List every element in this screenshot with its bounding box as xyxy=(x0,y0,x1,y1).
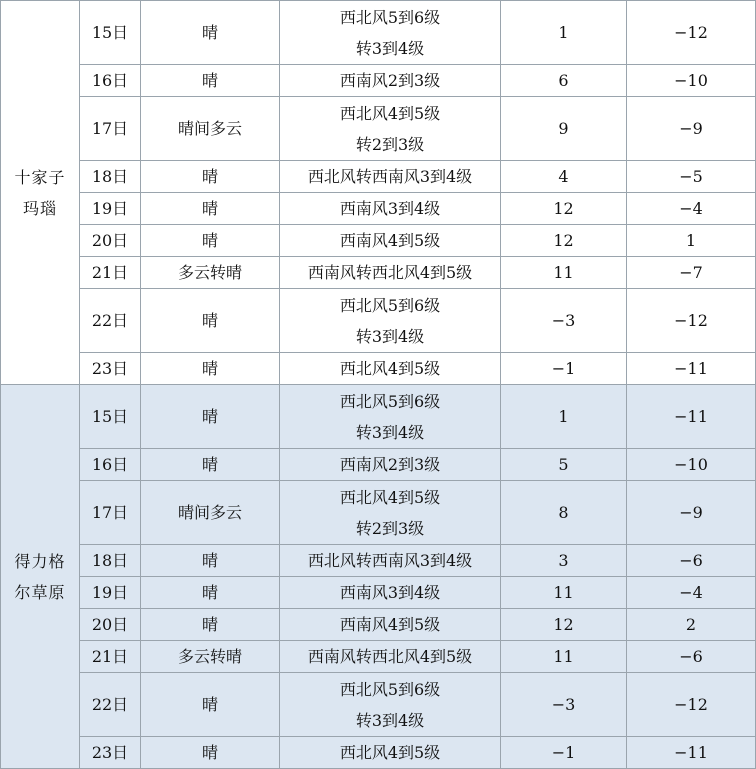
weather-cell: 晴 xyxy=(141,449,280,481)
wind-text-line: 转2到3级 xyxy=(355,134,425,154)
wind-text-line: 转3到4级 xyxy=(355,422,425,442)
wind-cell xyxy=(280,257,501,289)
date-cell: 16日 xyxy=(80,65,141,97)
low-temp-cell: −5 xyxy=(627,161,756,193)
high-temp-cell: 11 xyxy=(501,641,627,673)
date-cell: 19日 xyxy=(80,577,141,609)
wind-cell xyxy=(280,97,501,161)
wind-text-line: 西北风5到6级 xyxy=(339,679,441,699)
low-temp-cell: −11 xyxy=(627,353,756,385)
weather-cell: 晴 xyxy=(141,737,280,769)
date-cell: 18日 xyxy=(80,161,141,193)
wind-cell xyxy=(280,1,501,65)
date-cell: 19日 xyxy=(80,193,141,225)
low-temp-cell: −11 xyxy=(627,737,756,769)
low-temp-cell: 1 xyxy=(627,225,756,257)
high-temp-cell: 4 xyxy=(501,161,627,193)
high-temp-cell: −3 xyxy=(501,289,627,353)
weather-cell: 晴间多云 xyxy=(141,481,280,545)
high-temp-cell: 9 xyxy=(501,97,627,161)
high-temp-cell: 12 xyxy=(501,609,627,641)
table-row xyxy=(1,641,756,673)
wind-cell xyxy=(280,545,501,577)
date-cell: 20日 xyxy=(80,225,141,257)
low-temp-cell: −10 xyxy=(627,65,756,97)
low-temp-cell: −6 xyxy=(627,545,756,577)
table-row xyxy=(1,289,756,353)
weather-cell: 晴 xyxy=(141,545,280,577)
table-row xyxy=(1,545,756,577)
table-row xyxy=(1,65,756,97)
wind-text-line: 西北风5到6级 xyxy=(339,295,441,315)
date-cell: 23日 xyxy=(80,737,141,769)
wind-cell xyxy=(280,161,501,193)
high-temp-cell: 5 xyxy=(501,449,627,481)
wind-text-line: 西南风4到5级 xyxy=(339,231,441,250)
wind-text-line: 西北风转西南风3到4级 xyxy=(307,167,473,186)
low-temp-cell: 2 xyxy=(627,609,756,641)
high-temp-cell: 1 xyxy=(501,1,627,65)
date-cell: 23日 xyxy=(80,353,141,385)
weather-cell: 多云转晴 xyxy=(141,257,280,289)
high-temp-cell: −3 xyxy=(501,673,627,737)
wind-cell xyxy=(280,577,501,609)
low-temp-cell: −4 xyxy=(627,193,756,225)
low-temp-cell: −7 xyxy=(627,257,756,289)
wind-text-line: 西北风4到5级 xyxy=(339,743,441,762)
table-row xyxy=(1,481,756,545)
high-temp-cell: −1 xyxy=(501,353,627,385)
low-temp-cell: −4 xyxy=(627,577,756,609)
weather-cell: 晴 xyxy=(141,161,280,193)
table-row xyxy=(1,449,756,481)
wind-cell xyxy=(280,481,501,545)
low-temp-cell: −6 xyxy=(627,641,756,673)
weather-cell: 晴 xyxy=(141,1,280,65)
high-temp-cell: 3 xyxy=(501,545,627,577)
location-block-delige xyxy=(1,385,756,769)
table-row xyxy=(1,193,756,225)
wind-text-line: 西南风转西北风4到5级 xyxy=(307,647,473,666)
high-temp-cell: −1 xyxy=(501,737,627,769)
date-cell: 18日 xyxy=(80,545,141,577)
wind-text-line: 西南风3到4级 xyxy=(339,199,441,218)
date-cell: 22日 xyxy=(80,289,141,353)
weather-cell: 晴 xyxy=(141,193,280,225)
table-row xyxy=(1,161,756,193)
high-temp-cell: 11 xyxy=(501,577,627,609)
wind-text-line: 西南风4到5级 xyxy=(339,615,441,634)
wind-text-line: 西北风4到5级 xyxy=(339,103,441,123)
wind-text-line: 西北风5到6级 xyxy=(339,7,441,27)
weather-cell: 晴 xyxy=(141,289,280,353)
table-row xyxy=(1,1,756,65)
high-temp-cell: 6 xyxy=(501,65,627,97)
wind-text-line: 西北风转西南风3到4级 xyxy=(307,551,473,570)
weather-cell: 晴 xyxy=(141,577,280,609)
wind-text-line: 西北风4到5级 xyxy=(339,487,441,507)
high-temp-cell: 12 xyxy=(501,225,627,257)
date-cell: 21日 xyxy=(80,641,141,673)
high-temp-cell: 12 xyxy=(501,193,627,225)
weather-cell: 晴 xyxy=(141,609,280,641)
location-name-line: 得力格 xyxy=(14,551,66,571)
wind-cell xyxy=(280,193,501,225)
wind-text-line: 转2到3级 xyxy=(355,518,425,538)
wind-cell xyxy=(280,641,501,673)
wind-cell xyxy=(280,353,501,385)
wind-text-line: 西北风5到6级 xyxy=(339,391,441,411)
table-row xyxy=(1,97,756,161)
wind-cell xyxy=(280,609,501,641)
table-row xyxy=(1,577,756,609)
wind-cell xyxy=(280,449,501,481)
low-temp-cell: −12 xyxy=(627,673,756,737)
date-cell: 15日 xyxy=(80,385,141,449)
date-cell: 17日 xyxy=(80,481,141,545)
location-name-line: 十家子 xyxy=(14,167,66,187)
table-row xyxy=(1,353,756,385)
location-name-cell xyxy=(1,1,80,385)
low-temp-cell: −9 xyxy=(627,481,756,545)
wind-text-line: 西南风转西北风4到5级 xyxy=(307,263,473,282)
wind-cell xyxy=(280,673,501,737)
wind-text-line: 转3到4级 xyxy=(355,38,425,58)
wind-text-line: 西南风3到4级 xyxy=(339,583,441,602)
weather-cell: 晴 xyxy=(141,225,280,257)
wind-text-line: 转3到4级 xyxy=(355,326,425,346)
wind-text-line: 西北风4到5级 xyxy=(339,359,441,378)
weather-cell: 多云转晴 xyxy=(141,641,280,673)
wind-cell xyxy=(280,385,501,449)
location-name-line: 玛瑙 xyxy=(22,198,57,218)
location-block-shijiazi xyxy=(1,1,756,385)
wind-text-line: 西南风2到3级 xyxy=(339,455,441,474)
table-row xyxy=(1,257,756,289)
low-temp-cell: −9 xyxy=(627,97,756,161)
high-temp-cell: 1 xyxy=(501,385,627,449)
table-row xyxy=(1,385,756,449)
table-row xyxy=(1,225,756,257)
date-cell: 20日 xyxy=(80,609,141,641)
low-temp-cell: −10 xyxy=(627,449,756,481)
wind-text-line: 转3到4级 xyxy=(355,710,425,730)
location-name-line: 尔草原 xyxy=(14,582,66,602)
date-cell: 21日 xyxy=(80,257,141,289)
wind-text-line: 西南风2到3级 xyxy=(339,71,441,90)
wind-cell xyxy=(280,225,501,257)
weather-cell: 晴间多云 xyxy=(141,97,280,161)
date-cell: 16日 xyxy=(80,449,141,481)
high-temp-cell: 11 xyxy=(501,257,627,289)
low-temp-cell: −12 xyxy=(627,1,756,65)
high-temp-cell: 8 xyxy=(501,481,627,545)
table-row xyxy=(1,673,756,737)
location-name-cell xyxy=(1,385,80,769)
date-cell: 17日 xyxy=(80,97,141,161)
low-temp-cell: −11 xyxy=(627,385,756,449)
weather-cell: 晴 xyxy=(141,673,280,737)
wind-cell xyxy=(280,289,501,353)
weather-cell: 晴 xyxy=(141,65,280,97)
wind-cell xyxy=(280,65,501,97)
table-row xyxy=(1,609,756,641)
date-cell: 15日 xyxy=(80,1,141,65)
weather-cell: 晴 xyxy=(141,353,280,385)
date-cell: 22日 xyxy=(80,673,141,737)
weather-cell: 晴 xyxy=(141,385,280,449)
low-temp-cell: −12 xyxy=(627,289,756,353)
